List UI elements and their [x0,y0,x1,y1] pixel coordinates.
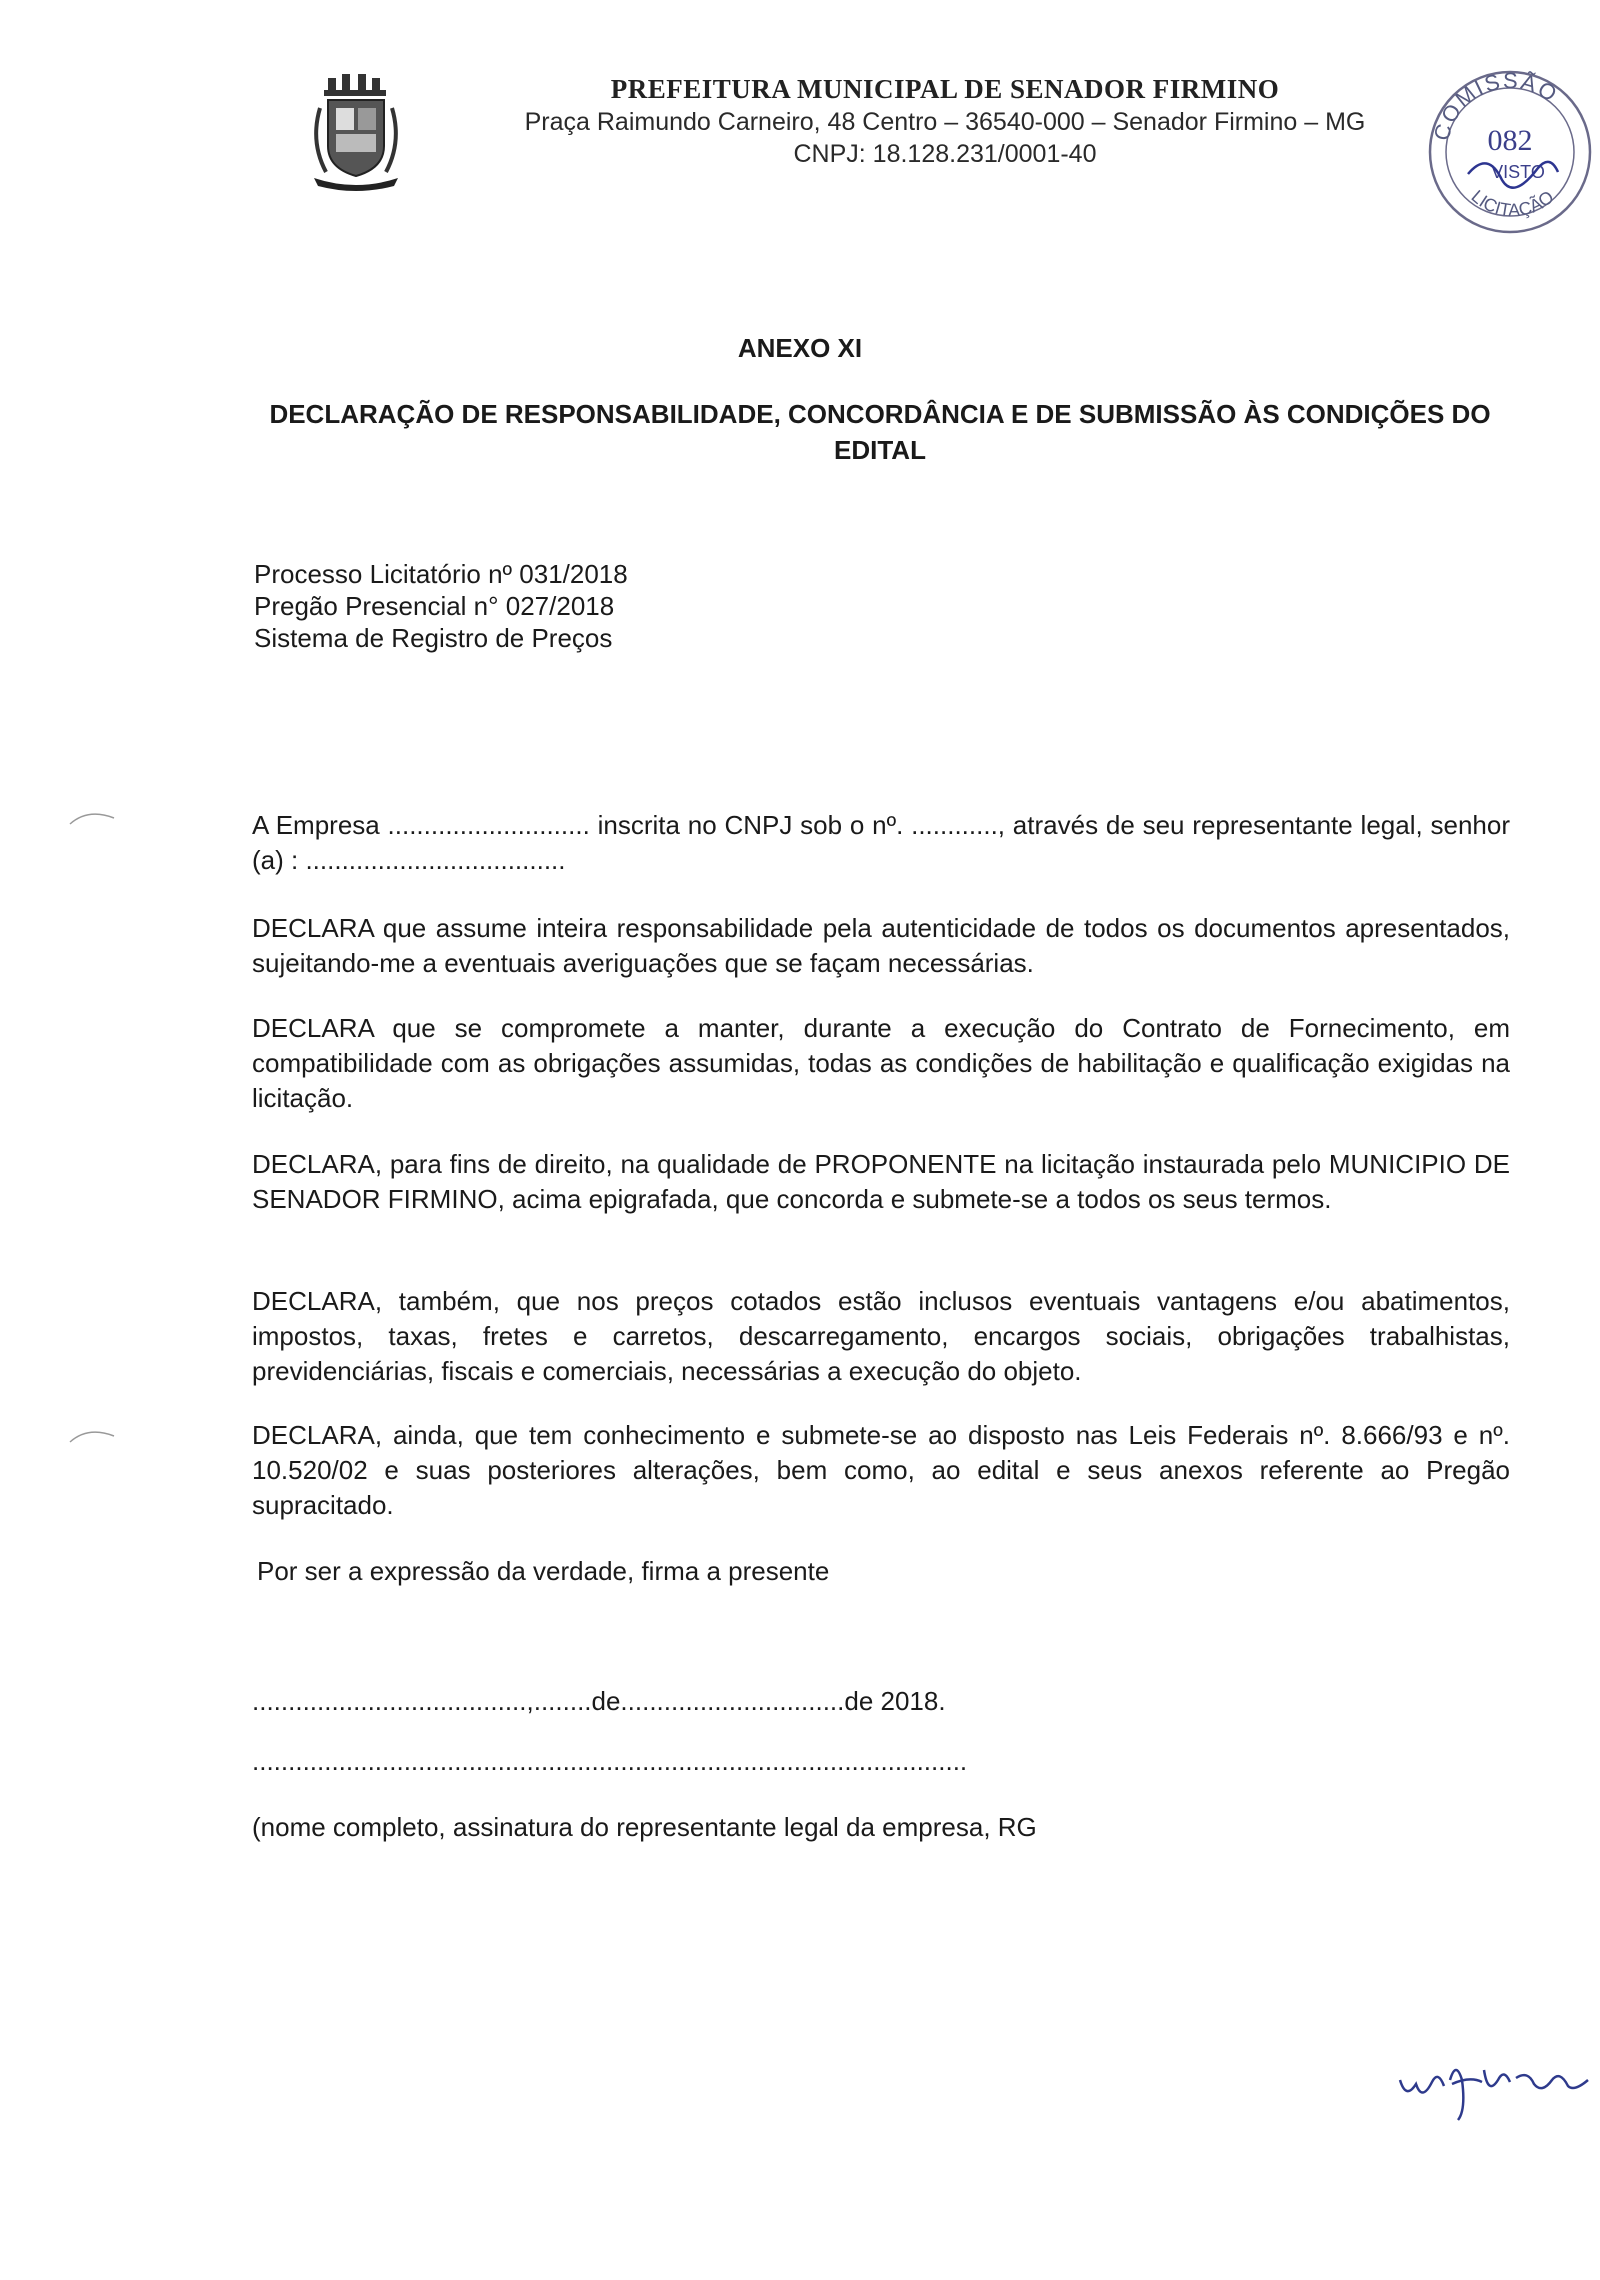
letterhead [440,72,1450,170]
handwritten-initials [1392,2040,1600,2130]
scan-mark [68,1426,116,1446]
svg-text:COMISSÃO: COMISSÃO [1428,67,1563,144]
signature-line: ................................................................................................... [252,1746,968,1776]
scan-mark [68,808,116,828]
declaration-paragraph: DECLARA, para fins de direito, na qualidade de PROPONENTE na licitação instaurada pelo MUNICIPIO DE SENADOR FIRMINO, acima epigrafada, que concorda e submete-se a todos os seus termos. [252,1149,1510,1214]
declaration-paragraph: DECLARA que assume inteira responsabilidade pela autenticidade de todos os documentos apresentados, sujeitando-me a eventuais averiguações que se façam necessárias. [252,913,1510,978]
declaration-paragraph: DECLARA, ainda, que tem conhecimento e submete-se ao disposto nas Leis Federais nº. 8.666/93 e nº. 10.520/02 e suas posteriores alterações, bem como, ao edital e seus anexos referente ao Pregão supracitado. [252,1420,1510,1520]
org-cnpj: CNPJ: 18.128.231/0001-40 [793,140,1097,168]
svg-text:082: 082 [1487,124,1533,157]
svg-text:VISTO: VISTO [1491,162,1545,182]
municipal-crest-logo [308,72,404,192]
signature-caption: (nome completo, assinatura do representante legal da empresa, RG [252,1812,1037,1842]
process-references [254,558,628,654]
annex-heading: ANEXO XI [737,333,863,363]
auction-number: Pregão Presencial n° 027/2018 [254,591,615,621]
registry-system: Sistema de Registro de Preços [254,623,613,653]
date-line: ......................................,........de...............................de 2018. [252,1686,946,1716]
declaration-paragraph: DECLARA que se compromete a manter, durante a execução do Contrato de Fornecimento, em compatibilidade com as obrigações assumidas, todas as condições de habilitação e qualificação exigidas na licitação. [252,1013,1510,1113]
declaration-paragraph: DECLARA, também, que nos preços cotados estão inclusos eventuais vantagens e/ou abatimentos, impostos, taxas, fretes e carretos, descarregamento, encargos sociais, obrigações trabalhistas, previdenciárias, fiscais e comerciais, necessárias a execução do objeto. [252,1286,1510,1386]
document-title: DECLARAÇÃO DE RESPONSABILIDADE, CONCORDÂNCIA E DE SUBMISSÃO ÀS CONDIÇÕES DO EDITAL [269,399,1491,465]
org-name: PREFEITURA MUNICIPAL DE SENADOR FIRMINO [610,74,1280,104]
org-address: Praça Raimundo Carneiro, 48 Centro – 36540-000 – Senador Firmino – MG [524,108,1366,136]
company-identification-paragraph: A Empresa ............................ inscrita no CNPJ sob o nº. ............, através de seu representante legal, senhor (a) : .................................... [252,810,1510,875]
process-number: Processo Licitatório nº 031/2018 [254,559,628,589]
commission-stamp [1418,50,1598,240]
svg-text:LICITAÇÃO: LICITAÇÃO [1467,186,1558,221]
closing-statement: Por ser a expressão da verdade, firma a presente [257,1556,830,1586]
